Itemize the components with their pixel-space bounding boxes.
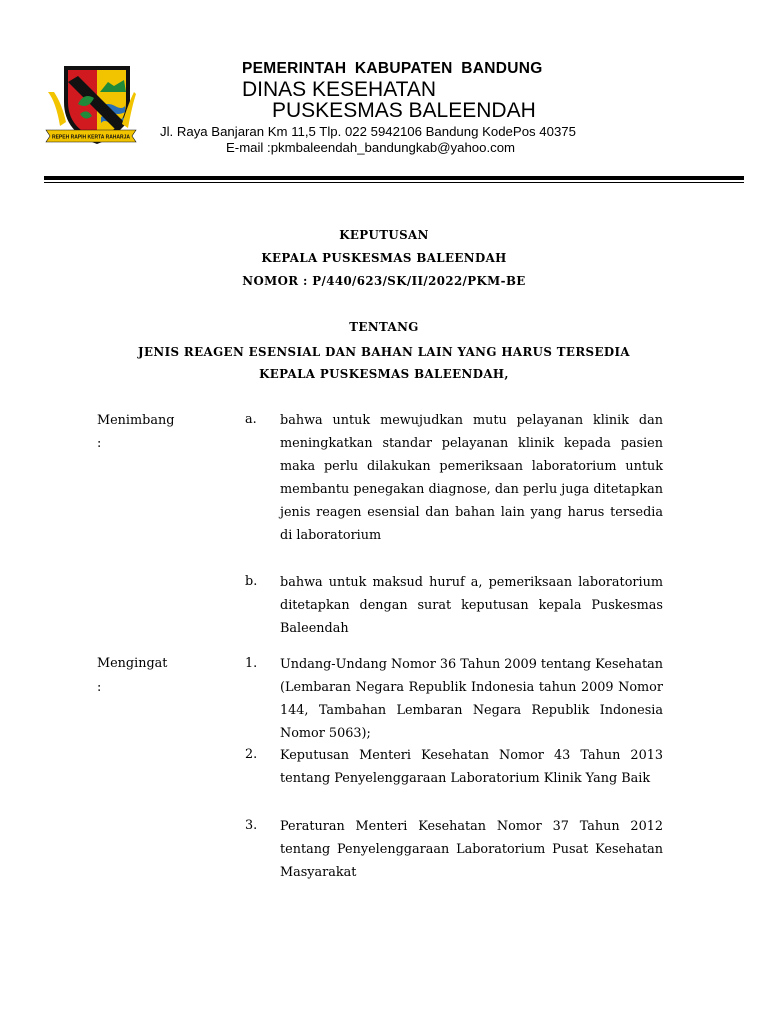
decision-issuer: KEPALA PUSKESMAS BALEENDAH [261, 251, 507, 265]
email-line: E-mail :pkmbaleendah_bandungkab@yahoo.com [226, 140, 516, 155]
address-line: Jl. Raya Banjaran Km 11,5 Tlp. 022 5942106 Bandung KodePos 40375 [160, 124, 576, 139]
considering-item-marker: a. [245, 412, 257, 427]
decision-title: KEPUTUSAN [339, 228, 429, 242]
unit-name: PUSKESMAS BALEENDAH [272, 99, 536, 122]
considering-item-marker: b. [245, 574, 258, 589]
decision-about: TENTANG [349, 320, 419, 334]
remembering-colon: : [97, 680, 102, 695]
decision-subject: JENIS REAGEN ESENSIAL DAN BAHAN LAIN YANG HARUS TERSEDIA [138, 345, 630, 359]
remembering-item-marker: 1. [245, 656, 258, 671]
remembering-item-text: Keputusan Menteri Kesehatan Nomor 43 Tahun 2013 tentang Penyelenggaraan Laboratorium Klinik Yang Baik [280, 748, 663, 786]
remembering-label: Mengingat [97, 656, 168, 671]
letterhead-divider-thin [44, 182, 744, 183]
decision-number: NOMOR : P/440/623/SK/II/2022/PKM-BE [242, 274, 526, 288]
letterhead-divider-thick [44, 176, 744, 180]
government-name: PEMERINTAH KABUPATEN BANDUNG [242, 60, 543, 77]
remembering-item-text: Undang-Undang Nomor 36 Tahun 2009 tentang Kesehatan (Lembaran Negara Republik Indonesia tahun 2009 Nomor 144, Tambahan Lembaran Negara Republik Indonesia Nomor 5063); [280, 657, 663, 741]
logo-motto-text: REPEH RAPIH KERTA RAHARJA [51, 134, 131, 141]
remembering-item-marker: 3. [245, 818, 258, 833]
considering-item-text: bahwa untuk maksud huruf a, pemeriksaan laboratorium ditetapkan dengan surat keputusan kepala Puskesmas Baleendah [280, 575, 663, 636]
bandung-regency-coat-of-arms-logo [44, 62, 138, 150]
agency-name: DINAS KESEHATAN [242, 78, 437, 101]
considering-item-text: bahwa untuk mewujudkan mutu pelayanan klinik dan meningkatkan standar pelayanan klinik kepada pasien maka perlu dilakukan pemeriksaan laboratorium untuk membantu penegakan diagnose, dan perlu juga ditetapkan jenis reagen esensial dan bahan lain yang harus tersedia di laboratorium [280, 413, 663, 543]
remembering-item-text: Peraturan Menteri Kesehatan Nomor 37 Tahun 2012 tentang Penyelenggaraan Laboratorium Pusat Kesehatan Masyarakat [280, 819, 663, 880]
considering-label: Menimbang [97, 413, 175, 428]
remembering-item-marker: 2. [245, 747, 258, 762]
considering-colon: : [97, 436, 102, 451]
decision-issuer-line: KEPALA PUSKESMAS BALEENDAH, [259, 367, 509, 381]
